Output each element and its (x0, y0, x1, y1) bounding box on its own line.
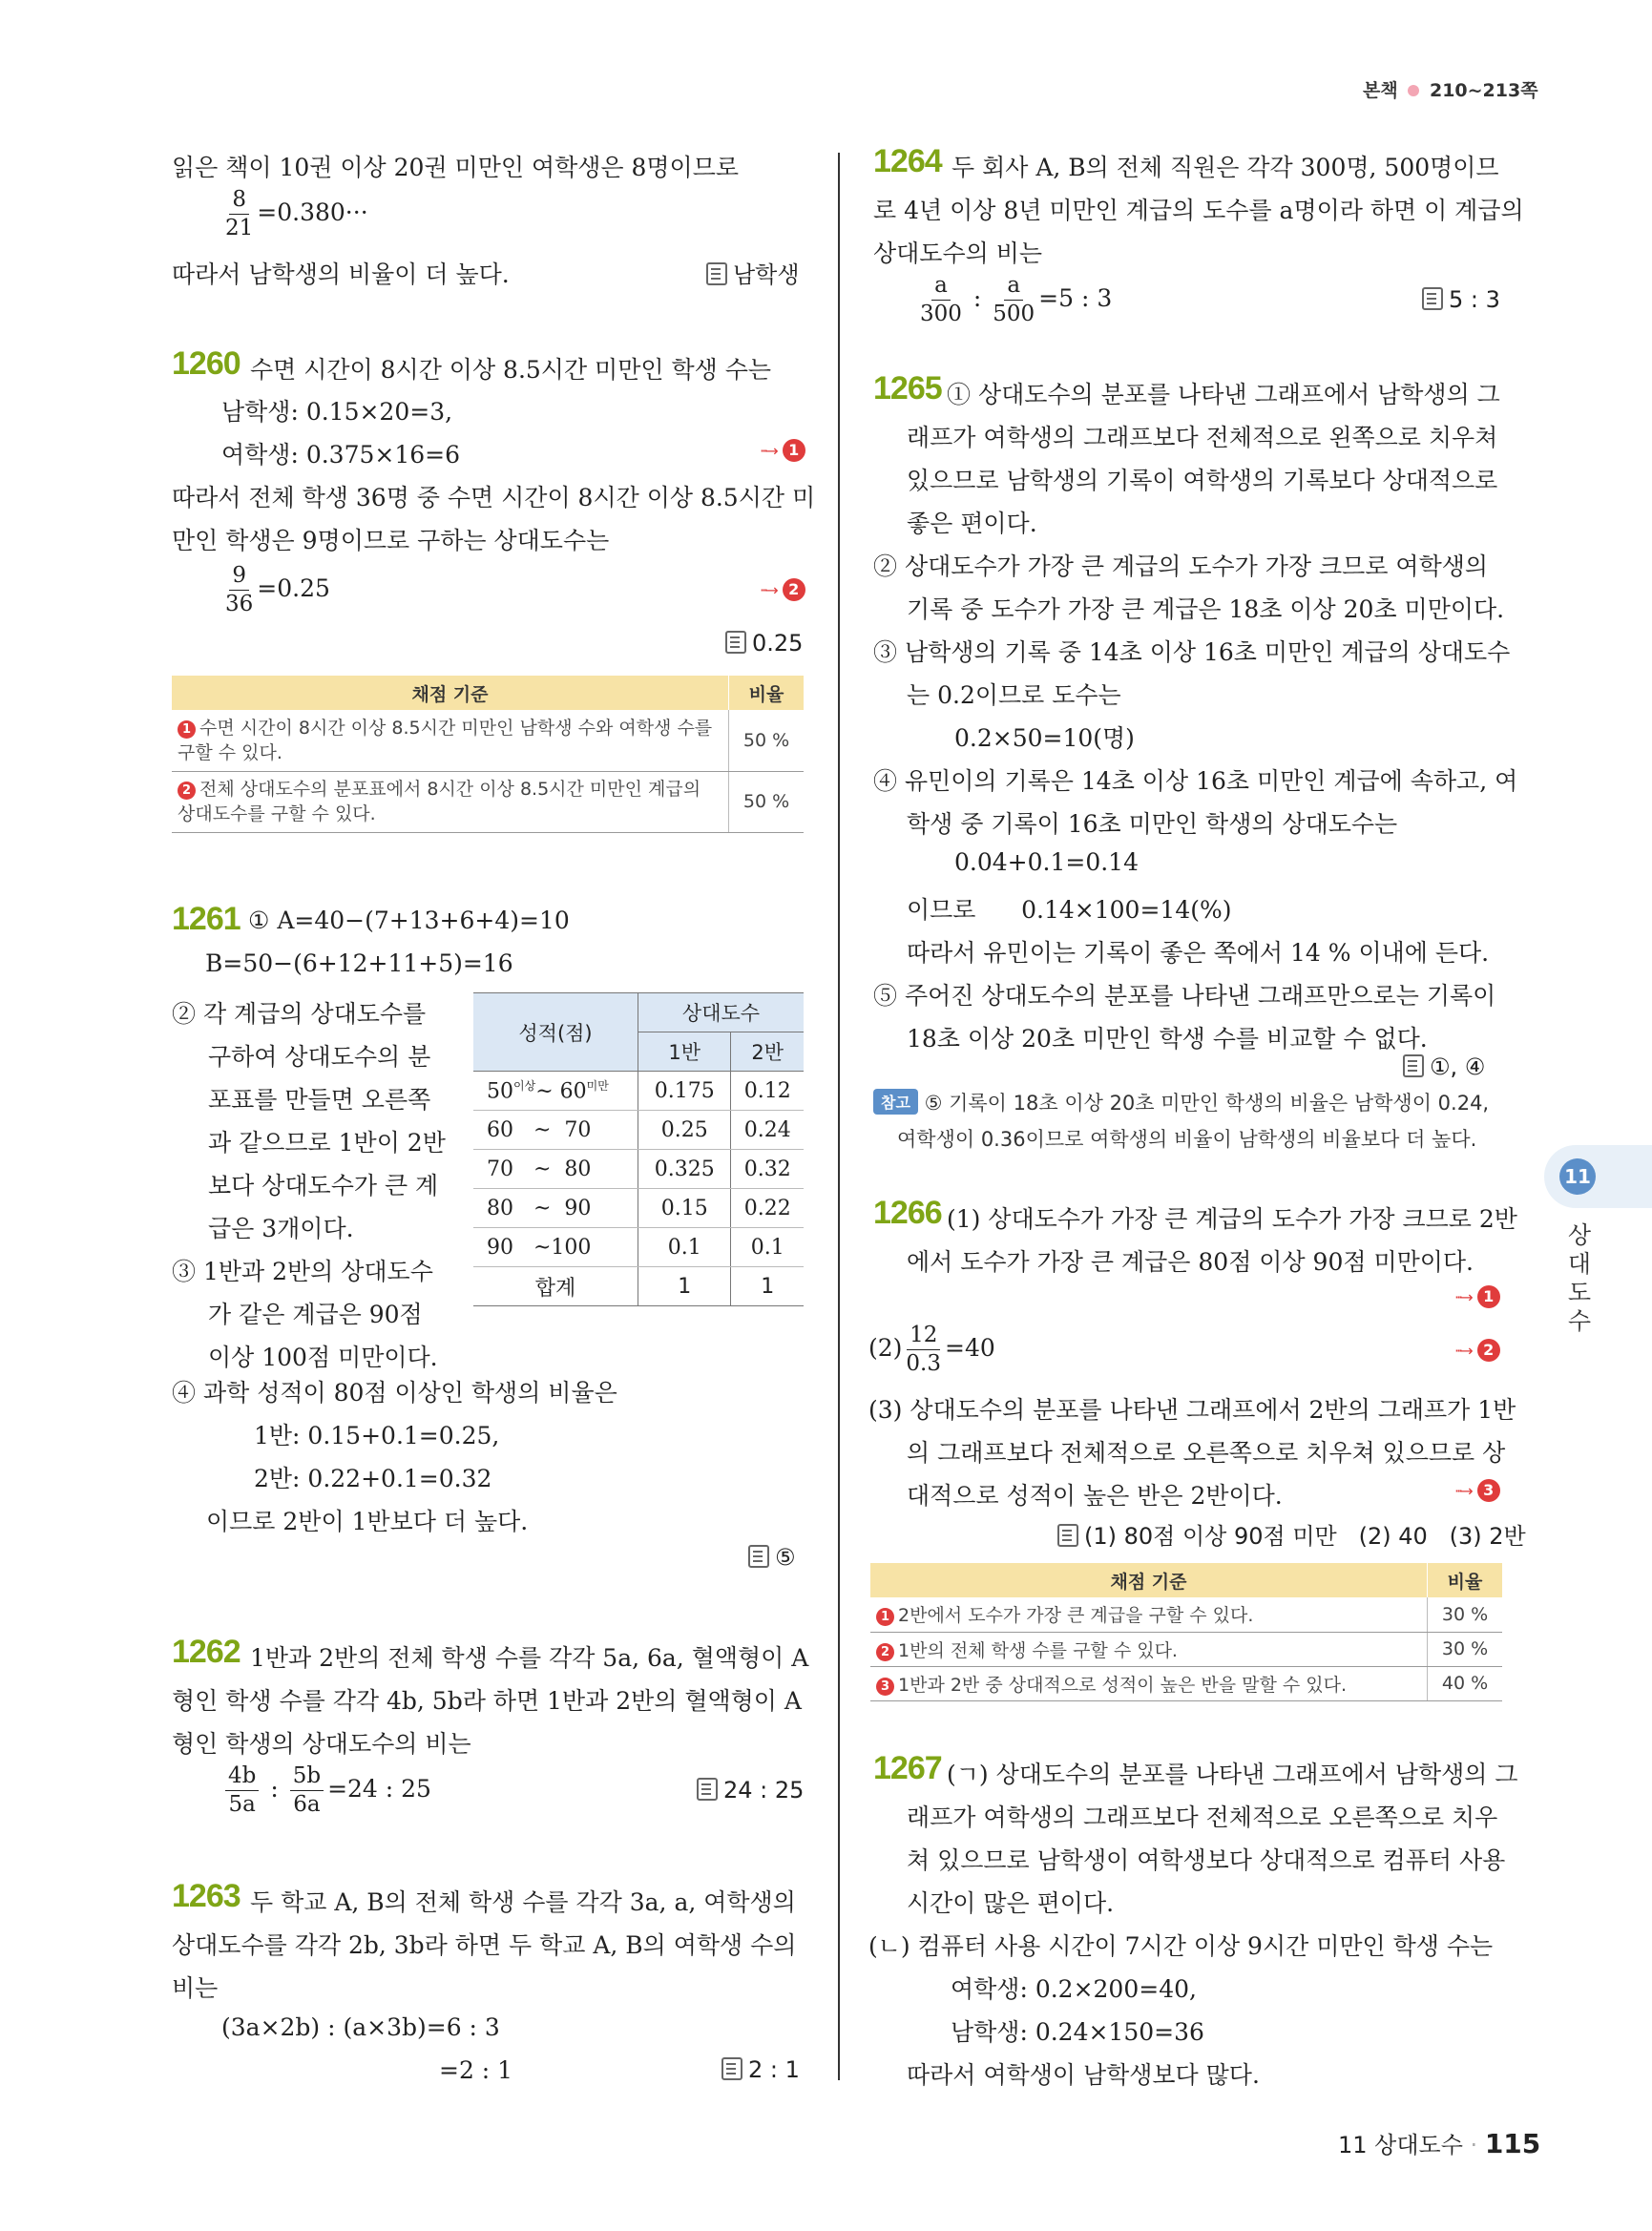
table-header: 상대도수 (638, 993, 805, 1032)
answer: ①, ④ (1403, 1053, 1485, 1080)
text-line: 0.04+0.1=0.14 (954, 848, 1139, 876)
table-row: $50^{이상}\sim$ $60^{미만}$ 0.175 0.12 (473, 1072, 804, 1111)
text-line: (3a×2b) : (a×3b)=6 : 3 (221, 2013, 500, 2041)
answer: 2 : 1 (721, 2056, 800, 2083)
text-line: 이므로 0.14×100=14(%) (907, 896, 1232, 924)
note-tag: 참고 (873, 1089, 918, 1115)
grading-table (870, 1563, 1502, 1701)
table-header: 2반 (731, 1032, 804, 1072)
grading-pct: 30 % (1428, 1632, 1503, 1666)
text-line: 수면 시간이 8시간 이상 8.5시간 미만인 학생 수는 (250, 356, 771, 384)
text-line: 래프가 여학생의 그래프보다 전체적으로 왼쪽으로 치우쳐 (907, 424, 1498, 451)
fraction-line: (2) $\frac{12}{0.3}$ =40 (868, 1323, 995, 1376)
relative-frequency-table (473, 992, 804, 1306)
table-row: 70 ~ 80 0.325 0.32 (473, 1150, 804, 1189)
grading-pct: 30 % (1428, 1597, 1503, 1632)
intro-line1: 읽은 책이 10권 이상 20권 미만인 여학생은 8명이므로 (172, 154, 740, 181)
answer-icon (697, 1778, 718, 1801)
text-line: 상대도수를 각각 2b, 3b라 하면 두 학교 A, B의 여학생 수의 (172, 1931, 797, 1959)
footer-page-number: 115 (1484, 2128, 1541, 2159)
fraction-line: $\frac{a}{300}$ : $\frac{a}{500}$ =5 : 3 (920, 273, 1113, 326)
table-header: 1반 (638, 1032, 731, 1072)
text-line: 로 4년 이상 8년 미만인 계급의 도수를 a명이라 하면 이 계급의 (873, 197, 1524, 224)
answer: ⑤ (748, 1544, 796, 1571)
grading-header: 채점 기준 (870, 1563, 1428, 1597)
intro-line3: 따라서 남학생의 비율이 더 높다. (172, 261, 510, 288)
table-total-row: 합계 1 1 (473, 1267, 804, 1306)
fraction-line: $\frac{4b}{5a}$ : $\frac{5b}{6a}$ =24 : 25 (221, 1765, 431, 1816)
text-line: 비는 (172, 1974, 219, 2002)
text-line: 이므로 2반이 1반보다 더 높다. (206, 1508, 529, 1535)
grading-row: 1 2반에서 도수가 가장 큰 계급을 구할 수 있다. (870, 1597, 1428, 1632)
chapter-tab[interactable] (1544, 1145, 1652, 1208)
note-line2: 여학생이 0.36이므로 여학생의 비율이 남학생의 비율보다 더 높다. (897, 1128, 1477, 1151)
note-line1: 참고 ⑤ 기록이 18초 이상 20초 미만인 학생의 비율은 남학생이 0.24, (873, 1088, 1489, 1116)
step2-text: ② 각 계급의 상대도수를 구하여 상대도수의 분 포표를 만들면 오른쪽 과 같으므로 1반이 2반 보다 상대도수가 큰 계 급은 3개이다. ③ 1반과 2반의 상대도수 가 같은 계급은 90점 이상 100점 미만이다. (172, 1000, 446, 1371)
intro-fraction: $\frac{8}{21}$ =0.380··· (225, 187, 368, 240)
answer-icon (1403, 1054, 1424, 1077)
text-line: 1반과 2반의 전체 학생 수를 각각 5a, 6a, 혈액형이 A (250, 1644, 809, 1672)
grading-header: 채점 기준 (172, 676, 729, 710)
fraction-line: $\frac{9}{36}$ =0.25 (225, 563, 330, 616)
text-line: 만인 학생은 9명이므로 구하는 상대도수는 (172, 527, 610, 554)
text-line: 0.2×50=10(명) (954, 724, 1135, 752)
header-book: 본책 (1363, 80, 1398, 101)
answer: 0.25 (725, 630, 803, 657)
problem-number: 1263 (172, 1878, 240, 1914)
grading-header: 비율 (729, 676, 805, 710)
step-marker: ···→ 1 (1454, 1284, 1500, 1308)
text-line: 남학생: 0.24×150=36 (951, 2018, 1204, 2046)
text-line: 두 학교 A, B의 전체 학생 수를 각각 3a, a, 여학생의 (250, 1888, 796, 1916)
problem-number: 1262 (172, 1634, 240, 1670)
text-line: ④ 유민이의 기록은 14초 이상 16초 미만인 계급에 속하고, 여 (873, 767, 1518, 795)
text-line: 따라서 유민이는 기록이 좋은 쪽에서 14 % 이내에 든다. (907, 939, 1490, 967)
text-line: 시간이 많은 편이다. (907, 1889, 1115, 1917)
text-line: 래프가 여학생의 그래프보다 전체적으로 오른쪽으로 치우 (907, 1804, 1498, 1831)
table-row: 90 ~100 0.1 0.1 (473, 1228, 804, 1267)
text-line: 여학생: 0.375×16=6 (221, 441, 461, 469)
problem-number: 1265 (873, 370, 942, 407)
table-row: 60 ~ 70 0.25 0.24 (473, 1111, 804, 1150)
table-header: 성적(점) (473, 993, 638, 1072)
chapter-tab-char: 상 (1567, 1221, 1592, 1249)
text-line: ② 상대도수가 가장 큰 계급의 도수가 가장 크므로 여학생의 (873, 553, 1489, 580)
grading-table (172, 676, 804, 833)
text-line: (ㄴ) 컴퓨터 사용 시간이 7시간 이상 9시간 미만인 학생 수는 (868, 1932, 1494, 1960)
grading-row: 2 1반의 전체 학생 수를 구할 수 있다. (870, 1632, 1428, 1666)
answer-icon (1422, 287, 1443, 310)
table-row: 80 ~ 90 0.15 0.22 (473, 1189, 804, 1228)
text-line: 쳐 있으므로 남학생이 여학생보다 상대적으로 컴퓨터 사용 (907, 1846, 1506, 1874)
header-dot-icon (1408, 85, 1419, 96)
text-line: ⑤ 주어진 상대도수의 분포를 나타낸 그래프만으로는 기록이 (873, 982, 1496, 1010)
chapter-tab-label (1565, 1221, 1594, 1336)
answer: 24 : 25 (697, 1777, 804, 1804)
problem-number: 1266 (873, 1195, 942, 1231)
text-line: (3) 상대도수의 분포를 나타낸 그래프에서 2반의 그래프가 1반 (868, 1396, 1516, 1424)
chapter-tab-char: 도 (1567, 1279, 1592, 1306)
grading-row: 3 1반과 2반 중 상대적으로 성적이 높은 반을 말할 수 있다. (870, 1666, 1428, 1700)
grading-pct: 40 % (1428, 1666, 1503, 1700)
text-line: 따라서 전체 학생 36명 중 수면 시간이 8시간 이상 8.5시간 미 (172, 484, 816, 511)
grading-pct: 50 % (729, 710, 805, 771)
problem-number: 1267 (873, 1750, 942, 1786)
text-line: 상대도수의 비는 (873, 240, 1042, 267)
text-line: ③ 남학생의 기록 중 14초 이상 16초 미만인 계급의 상대도수 (873, 638, 1511, 666)
text-line: 형인 학생 수를 각각 4b, 5b라 하면 1반과 2반의 혈액형이 A (172, 1687, 802, 1715)
grading-row: 2 전체 상대도수의 분포표에서 8시간 이상 8.5시간 미만인 계급의 상대도수를 구할 수 있다. (172, 771, 729, 832)
text-line: 기록 중 도수가 가장 큰 계급은 18초 이상 20초 미만이다. (907, 595, 1505, 623)
text-line: B=50−(6+12+11+5)=16 (205, 949, 513, 977)
problem-number: 1264 (873, 143, 942, 179)
grading-row: 1 수면 시간이 8시간 이상 8.5시간 미만인 남학생 수와 여학생 수를 구할 수 있다. (172, 710, 729, 771)
header-pages: 210~213쪽 (1429, 80, 1538, 101)
text-line: 여학생: 0.2×200=40, (951, 1975, 1197, 2003)
answer: 5 : 3 (1422, 286, 1500, 313)
text-line: 의 그래프보다 전체적으로 오른쪽으로 치우쳐 있으므로 상 (907, 1439, 1506, 1467)
text-line: 남학생: 0.15×20=3, (221, 398, 453, 426)
text-line: 는 0.2이므로 도수는 (907, 681, 1121, 709)
text-line: (ㄱ) 상대도수의 분포를 나타낸 그래프에서 남학생의 그 (947, 1761, 1518, 1788)
text-line: 대적으로 성적이 높은 반은 2반이다. (907, 1482, 1283, 1510)
answer-icon (1057, 1524, 1078, 1547)
text-line: (1) 상대도수가 가장 큰 계급의 도수가 가장 크므로 2반 (947, 1205, 1517, 1233)
chapter-tab-char: 대 (1567, 1250, 1592, 1278)
grading-pct: 50 % (729, 771, 805, 832)
footer-chapter: 11 상대도수 (1338, 2132, 1463, 2158)
text-line: 두 회사 A, B의 전체 직원은 각각 300명, 500명이므 (951, 154, 1499, 181)
chapter-tab-char: 수 (1567, 1307, 1592, 1335)
text-line: ① A=40−(7+13+6+4)=10 (248, 907, 570, 934)
step-marker: ···→ 1 (760, 438, 805, 462)
page-footer: 11 상대도수 · 115 (1338, 2128, 1541, 2159)
answer-icon (725, 631, 746, 654)
answer-icon (721, 2057, 742, 2080)
text-line: =2 : 1 (439, 2056, 513, 2084)
answer-icon (748, 1545, 769, 1568)
grading-header: 비율 (1428, 1563, 1503, 1597)
answer-icon (706, 262, 727, 285)
step-marker: ···→ 2 (760, 577, 805, 601)
text-line: 학생 중 기록이 16초 미만인 학생의 상대도수는 (907, 810, 1398, 838)
column-divider (838, 153, 840, 2080)
problem-number: 1260 (172, 345, 240, 382)
text-line: 에서 도수가 가장 큰 계급은 80점 이상 90점 미만이다. (907, 1248, 1474, 1276)
answer: (1) 80점 이상 90점 미만 (2) 40 (3) 2반 (1057, 1517, 1526, 1551)
page-header (1363, 76, 1538, 102)
step-marker: ···→ 2 (1454, 1338, 1500, 1362)
intro-answer: 남학생 (706, 256, 800, 289)
text-line: 18초 이상 20초 미만인 학생 수를 비교할 수 없다. (907, 1025, 1428, 1053)
text-line: 따라서 여학생이 남학생보다 많다. (907, 2061, 1260, 2089)
text-line: 좋은 편이다. (907, 510, 1037, 537)
step-marker: ···→ 3 (1454, 1478, 1500, 1502)
chapter-number: 11 (1559, 1158, 1596, 1195)
text-line: 있으므로 남학생의 기록이 여학생의 기록보다 상대적으로 (907, 467, 1498, 494)
problem-number: 1261 (172, 901, 240, 937)
text-line: 1반: 0.15+0.1=0.25, (254, 1422, 500, 1449)
text-line: 형인 학생의 상대도수의 비는 (172, 1730, 471, 1758)
text-line: 2반: 0.22+0.1=0.32 (254, 1465, 492, 1492)
text-line: ① 상대도수의 분포를 나타낸 그래프에서 남학생의 그 (947, 381, 1500, 408)
text-line: ④ 과학 성적이 80점 이상인 학생의 비율은 (172, 1379, 617, 1407)
